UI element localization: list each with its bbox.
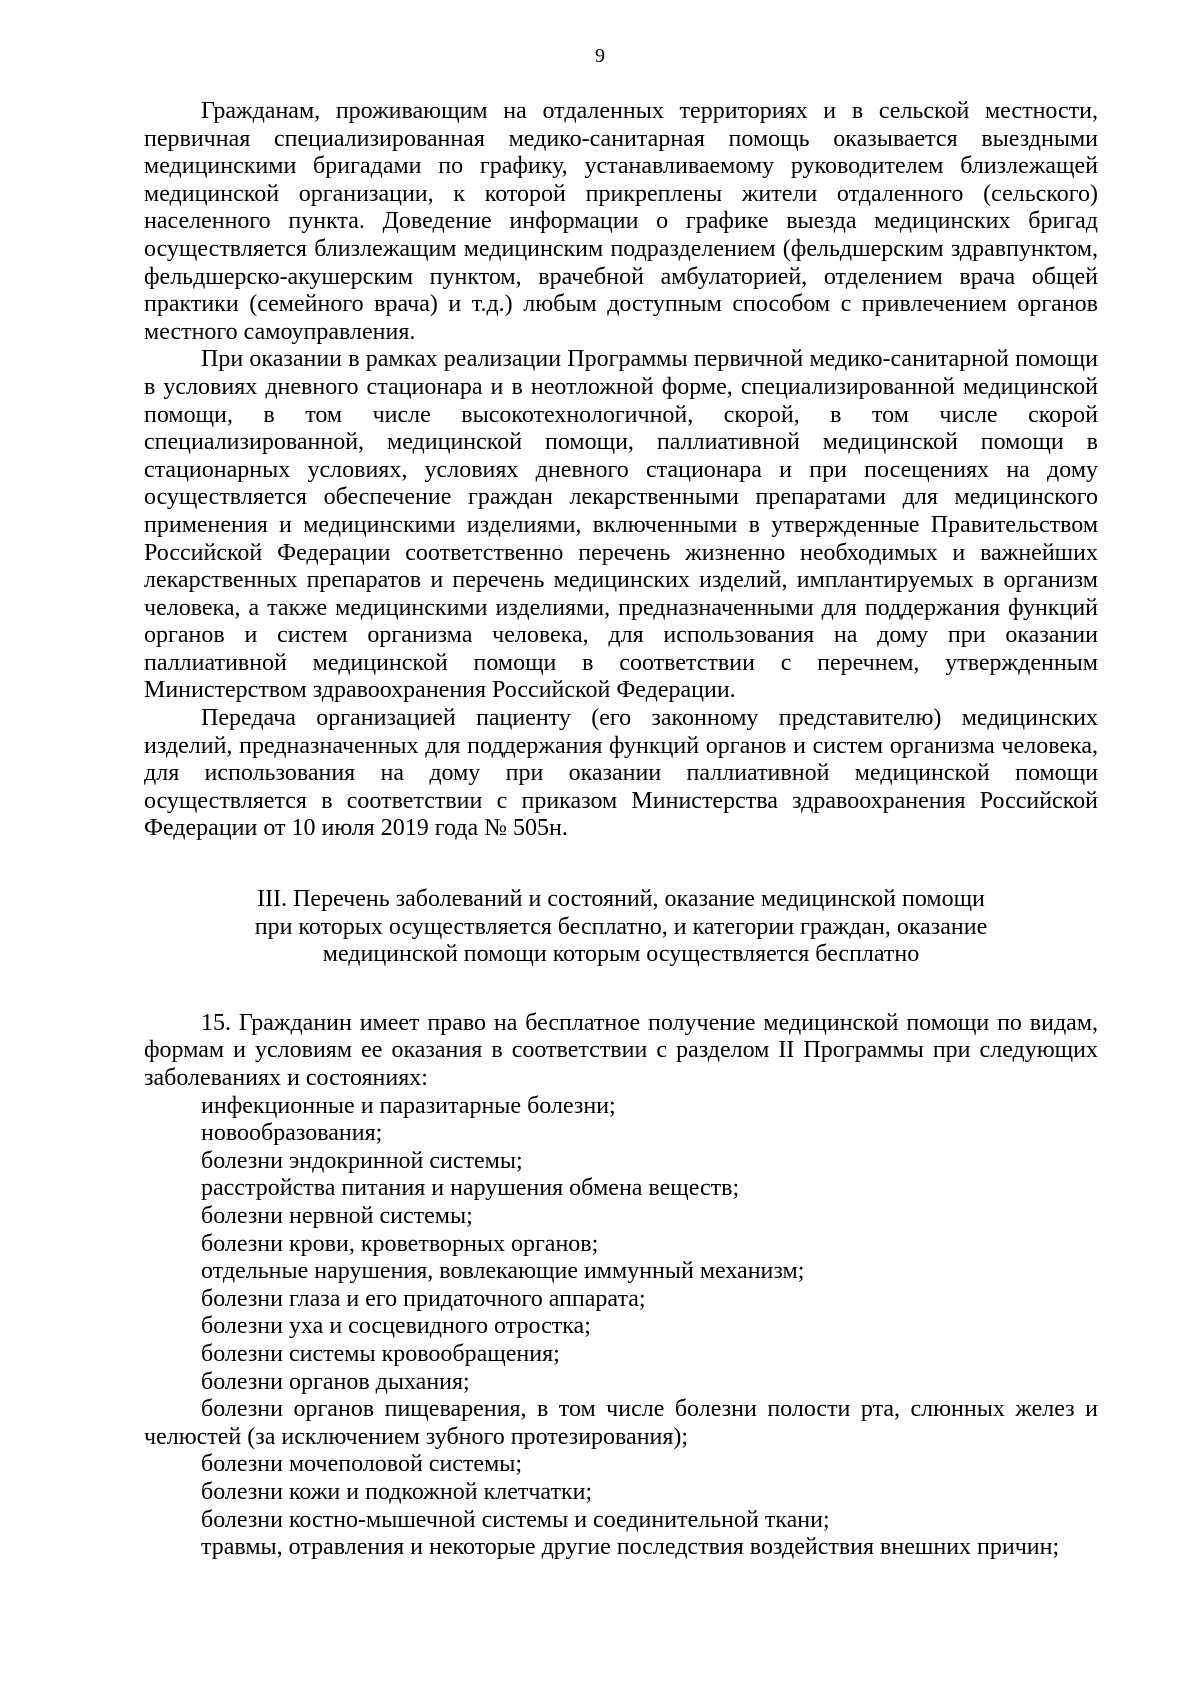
paragraph-medication-provision: При оказании в рамках реализации Программы первичной медико-санитарной помощи в условиях дневного стационара и в неотложной форме, специализированной медицинской помощи, в том числе высокотехнологичной, скорой, в том числе скорой специализированной, медицинской помощи, паллиативной медицинской помощи в стационарных условиях, условиях дневного стационара и при посещениях на дому осуществляется обеспечение граждан лекарственными препаратами для медицинского применения и медицинскими изделиями, включенными в утвержденные Правительством Российской Федерации соответственно перечень жизненно необходимых и важнейших лекарственных препаратов и перечень медицинских изделий, имплантируемых в организм человека, а также медицинскими изделиями, предназначенными для поддержания функций органов и систем организма человека, для использования на дому при оказании паллиативной медицинской помощи в соответствии с перечнем, утвержденным Министерством здравоохранения Российской Федерации. (144, 346, 1098, 704)
page-number: 9 (595, 45, 605, 67)
list-item: болезни глаза и его придаточного аппарата; (201, 1285, 646, 1312)
paragraph-remote-territories: Гражданам, проживающим на отдаленных территориях и в сельской местности, первичная специализированная медико-санитарная помощь оказывается выездными медицинскими бригадами по графику, устанавливаемому руководителем близлежащей медицинской организации, к которой прикреплены жители отдаленного (сельского) населенного пункта. Доведение информации о графике выезда медицинских бригад осуществляется близлежащим медицинским подразделением (фельдшерским здравпунктом, фельдшерско-акушерским пунктом, врачебной амбулаторией, отделением врача общей практики (семейного врача) и т.д.) любым доступным способом с привлечением органов местного самоуправления. (144, 98, 1098, 345)
document-body (144, 98, 1098, 1562)
list-item: болезни органов дыхания; (201, 1368, 470, 1395)
section-heading (144, 886, 1098, 969)
list-item: отдельные нарушения, вовлекающие иммунный механизм; (201, 1258, 805, 1285)
section-heading-line: при которых осуществляется бесплатно, и категории граждан, оказание (254, 913, 988, 940)
list-item: болезни уха и сосцевидного отростка; (201, 1313, 591, 1340)
list-item: болезни органов пищеварения, в том числе болезни полости рта, слюнных желез и челюстей (за исключением зубного протезирования); (144, 1396, 1098, 1450)
list-item: инфекционные и паразитарные болезни; (201, 1092, 616, 1119)
list-item: болезни нервной системы; (201, 1202, 473, 1229)
section-heading-line: медицинской помощи которым осуществляется бесплатно (322, 941, 920, 968)
disease-list (144, 1093, 1098, 1562)
paragraph-device-transfer: Передача организацией пациенту (его законному представителю) медицинских изделий, предназначенных для поддержания функций органов и систем организма человека, для использования на дому при оказании паллиативной медицинской помощи осуществляется в соответствии с приказом Министерства здравоохранения Российской Федерации от 10 июля 2019 года № 505н. (144, 705, 1098, 842)
list-item: травмы, отравления и некоторые другие последствия воздействия внешних причин; (201, 1534, 1060, 1561)
list-item: болезни крови, кроветворных органов; (201, 1230, 599, 1257)
list-item: болезни кожи и подкожной клетчатки; (201, 1478, 593, 1505)
list-item: расстройства питания и нарушения обмена веществ; (201, 1175, 740, 1202)
list-item: болезни мочеполовой системы; (201, 1451, 523, 1478)
list-item: болезни системы кровообращения; (201, 1340, 560, 1367)
clause-15: 15. Гражданин имеет право на бесплатное получение медицинской помощи по видам, формам и условиям ее оказания в соответствии с разделом II Программы при следующих заболеваниях и состояниях: (144, 1009, 1098, 1091)
list-item: болезни эндокринной системы; (201, 1147, 523, 1174)
list-item: новообразования; (201, 1120, 383, 1147)
list-item: болезни костно-мышечной системы и соединительной ткани; (201, 1506, 830, 1533)
section-heading-line: III. Перечень заболеваний и состояний, оказание медицинской помощи (257, 886, 985, 913)
